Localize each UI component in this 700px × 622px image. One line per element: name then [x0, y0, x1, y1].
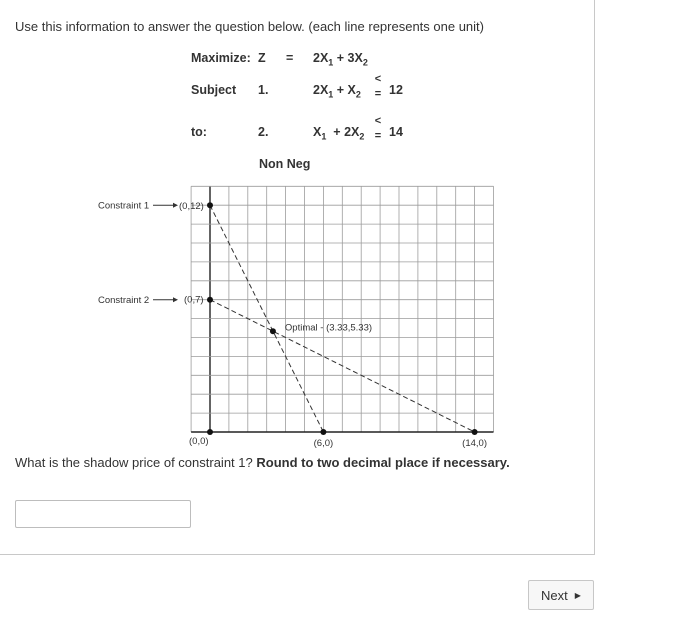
point-marker [207, 202, 213, 208]
constraint-2-lhs: $X_1 + 2X_2$ [313, 125, 365, 142]
constraint-1-number: 1. [258, 83, 269, 97]
arrow-head-icon [173, 297, 178, 302]
objective-function: $2X_1 + 3X_2$ [313, 51, 368, 68]
to-label: to: [191, 125, 207, 139]
constraint-2-rhs: 14 [389, 125, 403, 139]
point-label: (0,7) [184, 294, 204, 306]
point-marker [207, 429, 213, 435]
non-negativity: Non Neg [259, 157, 311, 171]
constraint-1-lhs: $2X_1 + X_2$ [313, 83, 361, 100]
point-marker [207, 297, 213, 303]
point-labels [98, 201, 487, 449]
point-marker [320, 429, 326, 435]
next-label: Next [541, 587, 568, 603]
answer-input[interactable] [15, 500, 191, 528]
point-marker [472, 429, 478, 435]
leq-sign: < = [374, 115, 382, 142]
z-variable: Z [258, 51, 266, 65]
point-label: Optimal - (3.33,5.33) [284, 322, 373, 334]
constraint-2-label: Constraint 2 [98, 295, 150, 307]
point-label: (0,12) [179, 201, 204, 213]
next-button[interactable] [528, 580, 594, 610]
point-label: (6,0) [313, 438, 334, 449]
question-text: What is the shadow price of constraint 1? Round to two decimal place if necessary. [15, 455, 510, 470]
constraint-2-number: 2. [258, 125, 269, 139]
caret-right-icon: ▶ [574, 590, 581, 600]
constraint-1-rhs: 12 [389, 83, 403, 97]
constraint-1-label: Constraint 1 [98, 200, 150, 212]
leq-sign: < = [374, 73, 382, 100]
maximize-label: Maximize: [191, 51, 251, 65]
grid [191, 186, 493, 432]
subject-label: Subject [191, 83, 237, 97]
point-marker [270, 328, 276, 334]
feasible-region-graph [90, 178, 500, 450]
point-label: (0,0) [189, 436, 209, 447]
point-label: (14,0) [462, 438, 488, 449]
equals-sign: = [286, 51, 294, 65]
arrow-head-icon [173, 203, 178, 208]
intro-text: Use this information to answer the question below. (each line represents one unit) [15, 19, 484, 34]
